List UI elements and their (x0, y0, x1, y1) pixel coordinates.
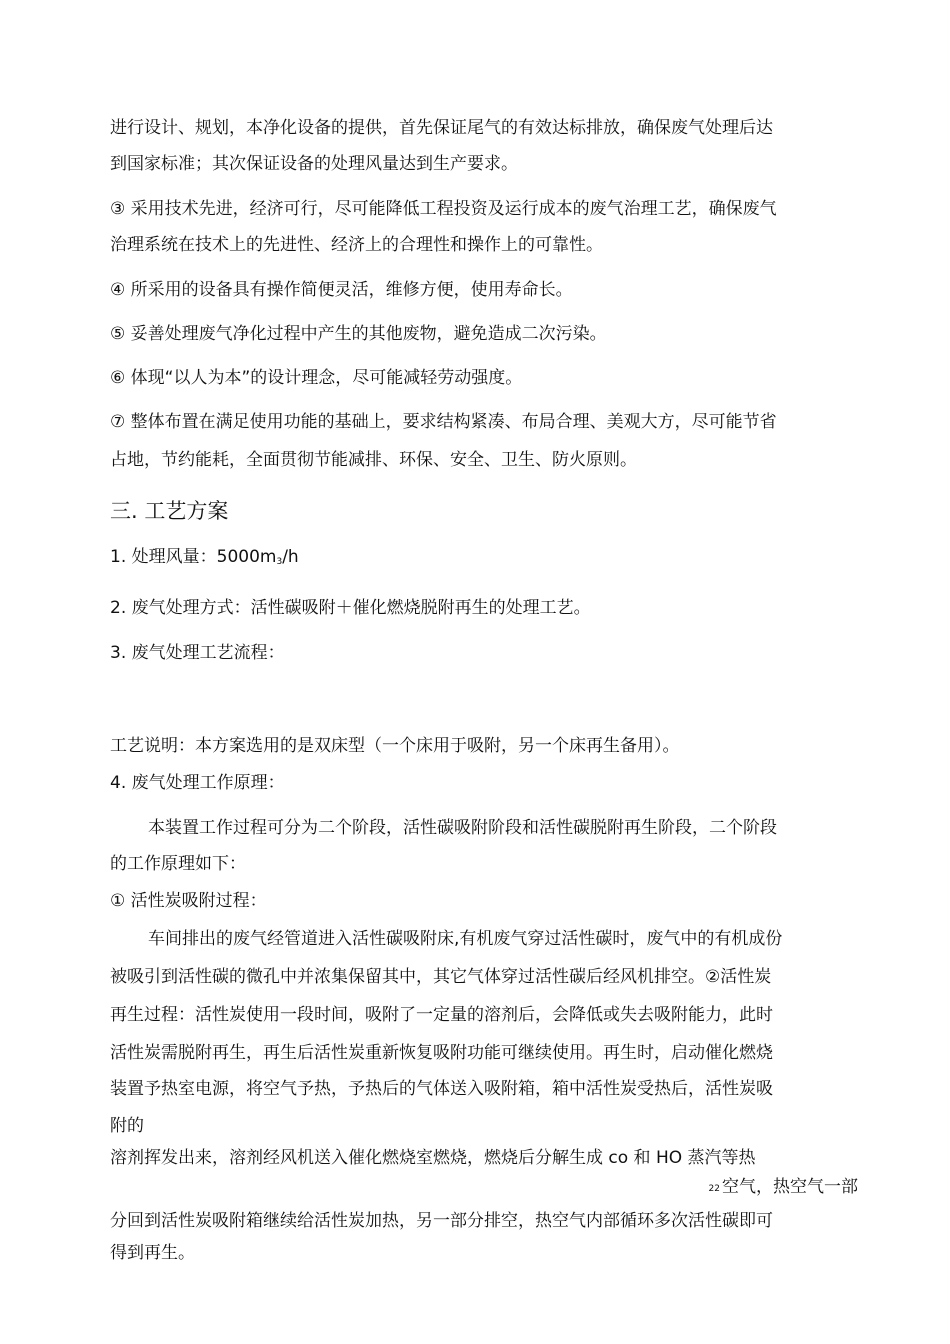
item-2-method: 2. 废气处理方式：活性碳吸附＋催化燃烧脱附再生的处理工艺。 (110, 598, 591, 618)
body-line: 车间排出的废气经管道进入活性碳吸附床,有机废气穿过活性碳时，废气中的有机成份 (148, 929, 783, 949)
item-4-principle: 4. 废气处理工作原理： (110, 773, 285, 793)
paragraph-line: 到国家标准；其次保证设备的处理风量达到生产要求。 (110, 154, 518, 174)
step-1-title: ① 活性炭吸附过程： (110, 891, 267, 911)
list-item-3: ③ 采用技术先进，经济可行，尽可能降低工程投资及运行成本的废气治理工艺，确保废气 (110, 199, 777, 219)
body-line: 活性炭需脱附再生，再生后活性炭重新恢复吸附功能可继续使用。再生时，启动催化燃烧 (110, 1043, 773, 1063)
body-line: 装置予热室电源，将空气予热，予热后的气体送入吸附箱，箱中活性炭受热后，活性炭吸 (110, 1079, 773, 1099)
list-item-4: ④ 所采用的设备具有操作简便灵活，维修方便，使用寿命长。 (110, 280, 573, 300)
body-line: 分回到活性炭吸附箱继续给活性炭加热，另一部分排空，热空气内部循环多次活性碳即可 (110, 1211, 773, 1231)
item-3-flow: 3. 废气处理工艺流程： (110, 643, 285, 663)
list-item-7-cont: 占地，节约能耗，全面贯彻节能减排、环保、安全、卫生、防火原则。 (110, 450, 637, 470)
list-item-3-cont: 治理系统在技术上的先进性、经济上的合理性和操作上的可靠性。 (110, 235, 603, 255)
item-1-airflow (110, 545, 299, 574)
body-line: 溶剂挥发出来，溶剂经风机送入催化燃烧室燃烧，燃烧后分解生成 co 和 HO 蒸汽等热 (110, 1148, 756, 1168)
list-item-5: ⑤ 妥善处理废气净化过程中产生的其他废物，避免造成二次污染。 (110, 324, 607, 344)
body-line: 被吸引到活性碳的微孔中并浓集保留其中，其它气体穿过活性碳后经风机排空。②活性炭 (110, 967, 772, 987)
body-line-right-text: 空气，热空气一部 (722, 1177, 858, 1197)
body-line: 再生过程：活性炭使用一段时间，吸附了一定量的溶剂后，会降低或失去吸附能力，此时 (110, 1005, 773, 1025)
section-heading: 三. 工艺方案 (110, 499, 229, 523)
principle-line: 本装置工作过程可分为二个阶段，活性碳吸附阶段和活性碳脱附再生阶段，二个阶段 (148, 818, 777, 838)
principle-line: 的工作原理如下： (110, 854, 246, 874)
subscript-22: 22 (708, 1184, 720, 1194)
list-item-7: ⑦ 整体布置在满足使用功能的基础上，要求结构紧凑、布局合理、美观大方，尽可能节省 (110, 412, 777, 432)
item-1-label: 1. 处理风量：5000m (110, 547, 277, 567)
body-line: 附的 (110, 1116, 144, 1136)
body-line-right (709, 1175, 858, 1201)
body-line: 得到再生。 (110, 1243, 195, 1263)
paragraph-line: 进行设计、规划，本净化设备的提供，首先保证尾气的有效达标排放，确保废气处理后达 (110, 118, 773, 138)
list-item-6: ⑥ 体现“以人为本”的设计理念，尽可能减轻劳动强度。 (110, 368, 523, 388)
item-1-unit: /h (282, 547, 299, 567)
process-note: 工艺说明：本方案选用的是双床型（一个床用于吸附，另一个床再生备用）。 (110, 736, 680, 756)
item-1-subscript: 3 (276, 557, 283, 567)
